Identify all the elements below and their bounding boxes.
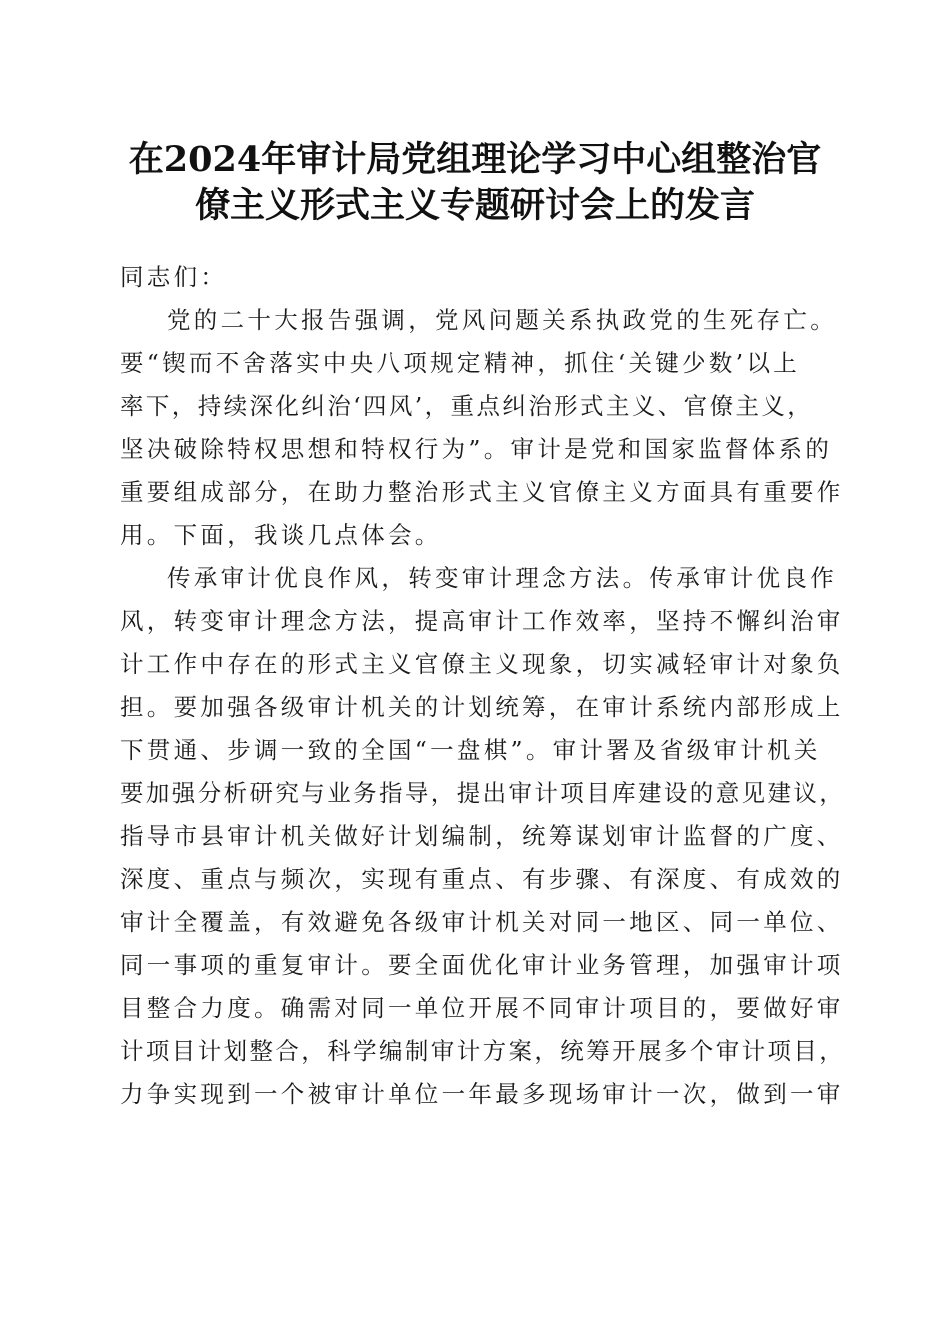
paragraph-line: 要加强分析研究与业务指导，提出审计项目库建设的意见建议， (120, 779, 846, 807)
paragraph-line: 深度、重点与频次，实现有重点、有步骤、有深度、有成效的 (120, 865, 844, 893)
paragraph-line: 计项目计划整合，科学编制审计方案，统筹开展多个审计项目， (120, 1037, 846, 1065)
paragraph-line: 下贯通、步调一致的全国“一盘棋”。审计署及省级审计机关 (120, 736, 821, 764)
paragraph-line: 坚决破除特权思想和特权行为”。审计是党和国家监督体系的 (120, 435, 833, 463)
title-line-1: 在2024年审计局党组理论学习中心组整治官 (128, 139, 822, 180)
paragraph-line: 同一事项的重复审计。要全面优化审计业务管理，加强审计项 (120, 951, 844, 979)
paragraph-line: 力争实现到一个被审计单位一年最多现场审计一次，做到一审 (120, 1080, 844, 1108)
paragraph-line: 目整合力度。确需对同一单位开展不同审计项目的，要做好审 (120, 994, 844, 1022)
paragraph-line: 担。要加强各级审计机关的计划统筹，在审计系统内部形成上 (120, 693, 844, 721)
document-body (120, 256, 846, 1116)
paragraph-line: 风，转变审计理念方法，提高审计工作效率，坚持不懈纠治审 (120, 607, 844, 635)
paragraph-line: 重要组成部分，在助力整治形式主义官僚主义方面具有重要作 (120, 478, 844, 506)
paragraph-line: 计工作中存在的形式主义官僚主义现象，切实减轻审计对象负 (120, 650, 844, 678)
paragraph-line: 用。下面，我谈几点体会。 (120, 521, 442, 549)
paragraph-line: 党的二十大报告强调，党风问题关系执政党的生死存亡。 (167, 306, 837, 334)
paragraph-line: 指导市县审计机关做好计划编制，统筹谋划审计监督的广度、 (120, 822, 844, 850)
title-line-2: 僚主义形式主义专题研讨会上的发言 (194, 185, 755, 226)
paragraph-line: 率下，持续深化纠治‘四风’，重点纠治形式主义、官僚主义， (120, 392, 814, 420)
document-title (100, 137, 850, 229)
salutation: 同志们： (120, 263, 228, 291)
paragraph-line: 审计全覆盖，有效避免各级审计机关对同一地区、同一单位、 (120, 908, 844, 936)
paragraph-line: 要“锲而不舍落实中央八项规定精神，抓住‘关键少数’以上 (120, 349, 801, 377)
paragraph-line: 传承审计优良作风，转变审计理念方法。传承审计优良作 (167, 564, 837, 592)
